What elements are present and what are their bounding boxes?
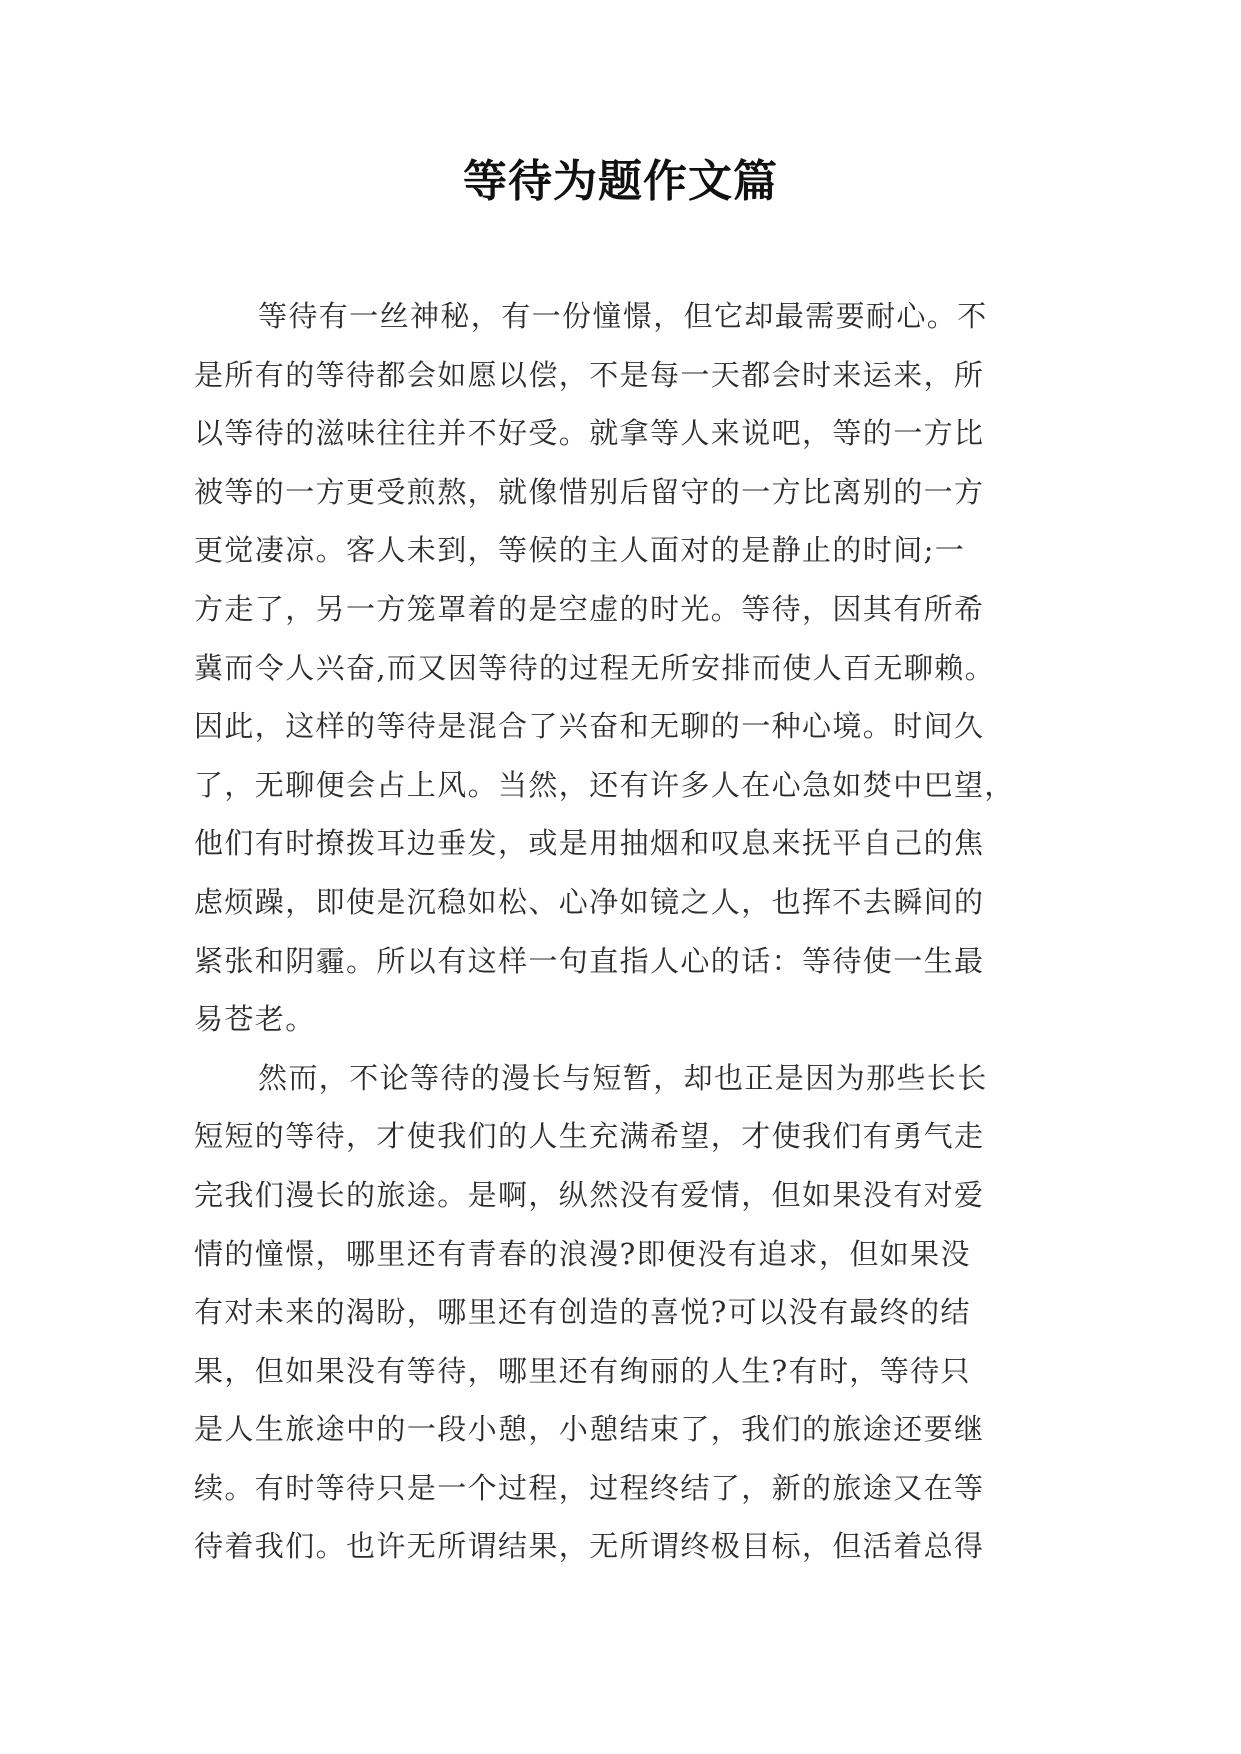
text-line: 了，无聊便会占上风。当然，还有许多人在心急如焚中巴望， bbox=[194, 767, 1015, 802]
text-line: 续。有时等待只是一个过程，过程终结了，新的旅途又在等 bbox=[194, 1470, 985, 1505]
text-line: 然而，不论等待的漫长与短暂，却也正是因为那些长长 bbox=[258, 1060, 988, 1095]
document-title: 等待为题作文篇 bbox=[463, 156, 778, 207]
text-line: 果，但如果没有等待，哪里还有绚丽的人生?有时，等待只 bbox=[194, 1353, 971, 1388]
text-line: 被等的一方更受煎熬，就像惜别后留守的一方比离别的一方 bbox=[194, 474, 985, 509]
paragraph-2 bbox=[194, 1049, 1054, 1576]
text-line: 有对未来的渴盼，哪里还有创造的喜悦?可以没有最终的结 bbox=[194, 1295, 971, 1330]
text-line: 待着我们。也许无所谓结果，无所谓终极目标，但活着总得 bbox=[194, 1529, 985, 1564]
text-line: 等待有一丝神秘，有一份憧憬，但它却最需要耐心。不 bbox=[258, 299, 988, 333]
text-line: 易苍老。 bbox=[194, 1002, 316, 1037]
text-line: 以等待的滋味往往并不好受。就拿等人来说吧，等的一方比 bbox=[194, 416, 985, 451]
text-line: 紧张和阴霾。所以有这样一句直指人心的话：等待使一生最 bbox=[194, 943, 985, 978]
paragraph-1 bbox=[194, 287, 1054, 1049]
text-line: 虑烦躁，即使是沉稳如松、心净如镜之人，也挥不去瞬间的 bbox=[194, 884, 985, 919]
text-line: 因此，这样的等待是混合了兴奋和无聊的一种心境。时间久 bbox=[194, 709, 985, 744]
text-line: 他们有时撩拨耳边垂发，或是用抽烟和叹息来抚平自己的焦 bbox=[194, 826, 985, 861]
text-line: 是所有的等待都会如愿以偿，不是每一天都会时来运来，所 bbox=[194, 357, 985, 392]
document-body bbox=[194, 287, 1054, 1576]
text-line: 短短的等待，才使我们的人生充满希望，才使我们有勇气走 bbox=[194, 1119, 985, 1154]
text-line: 情的憧憬，哪里还有青春的浪漫?即便没有追求，但如果没 bbox=[194, 1236, 971, 1271]
text-line: 冀而令人兴奋,而又因等待的过程无所安排而使人百无聊赖。 bbox=[194, 650, 996, 685]
text-line: 更觉凄凉。客人未到，等候的主人面对的是静止的时间;一 bbox=[194, 533, 966, 568]
text-line: 是人生旅途中的一段小憩，小憩结束了，我们的旅途还要继 bbox=[194, 1412, 985, 1447]
text-line: 方走了，另一方笼罩着的是空虚的时光。等待，因其有所希 bbox=[194, 591, 985, 626]
text-line: 完我们漫长的旅途。是啊，纵然没有爱情，但如果没有对爱 bbox=[194, 1177, 985, 1212]
